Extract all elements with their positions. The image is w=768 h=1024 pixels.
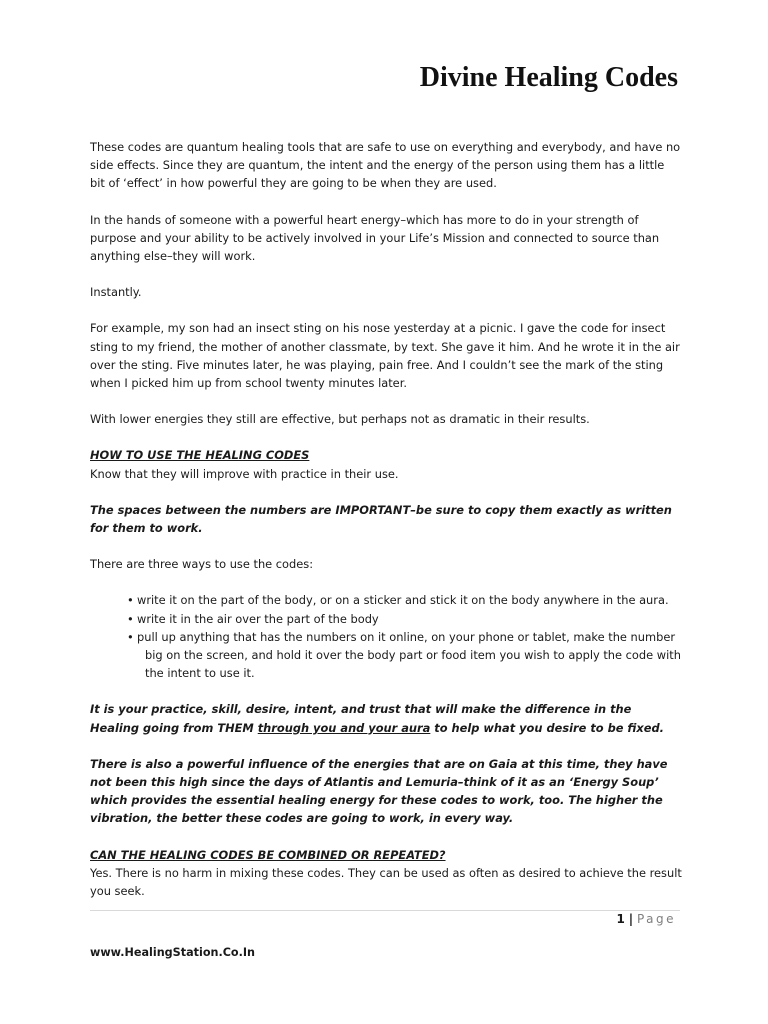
list-item-text: write it on the part of the body, or on a sticker and stick it on the body anywhere in the aura.: [137, 593, 669, 608]
combined-text: Yes. There is no harm in mixing these codes. They can be used as often as desired to achieve the result you seek.: [90, 865, 682, 899]
page-number: 1: [616, 912, 625, 926]
how-to-heading: HOW TO USE THE HEALING CODES: [90, 448, 310, 463]
paragraph-example: For example, my son had an insect sting on his nose yesterday at a picnic. I gave the code for insect sting to my friend, the mother of another classmate, by text. She gave it him. And he wrote it in the air over the sting. Five minutes later, he was playing, pain free. And I couldn’t see the mark of the sting when I picked him up from school twenty minutes later.: [90, 321, 680, 391]
list-item: [127, 591, 682, 609]
bullet-marker: •: [127, 611, 134, 626]
bullet-marker: •: [127, 593, 134, 608]
website-url: www.HealingStation.Co.In: [90, 946, 255, 959]
practice-text-before: It is your practice, skill, desire, intent, and trust that will make the difference in the Healing going from THEM: [90, 702, 632, 735]
gaia-paragraph: There is also a powerful influence of the energies that are on Gaia at this time, they have not been this high since the days of Atlantis and Lemuria–think of it as an ‘Energy Soup’ which provides the essential healing energy for these codes to work, too. The higher the vibration, the better these codes are going to work, in every way.: [90, 756, 668, 826]
ways-list: [90, 591, 682, 682]
page-separator: |: [628, 912, 634, 926]
list-item: [127, 610, 682, 628]
list-item-text: write it in the air over the part of the body: [137, 611, 379, 626]
paragraph-instantly: Instantly.: [90, 285, 142, 300]
paragraph-lower-energies: With lower energies they still are effective, but perhaps not as dramatic in their results.: [90, 412, 590, 427]
footer-divider: [90, 910, 680, 911]
bullet-marker: •: [127, 629, 134, 644]
three-ways-intro: There are three ways to use the codes:: [90, 557, 314, 572]
how-to-text: Know that they will improve with practice in their use.: [90, 466, 399, 481]
paragraph-intro: These codes are quantum healing tools that are safe to use on everything and everybody, and have no side effects. Since they are quantum, the intent and the energy of the person using them has a little bit of ‘effect’ in how powerful they are going to be when they are used.: [90, 140, 681, 191]
paragraph-hands: In the hands of someone with a powerful heart energy–which has more to do in your strength of purpose and your ability to be actively involved in your Life’s Mission and connected to source than anything else–they will work.: [90, 212, 660, 264]
document-title: Divine Healing Codes: [419, 62, 678, 93]
list-item: [127, 628, 682, 683]
page-number-footer: [617, 912, 676, 926]
practice-paragraph: [90, 700, 682, 736]
practice-underlined-text: through you and your aura: [257, 720, 431, 735]
spaces-note: The spaces between the numbers are IMPORTANT–be sure to copy them exactly as written for them to work.: [90, 502, 672, 536]
combined-heading: CAN THE HEALING CODES BE COMBINED OR REPEATED?: [90, 847, 446, 862]
document-body: [90, 138, 682, 900]
page-label: Page: [636, 912, 676, 926]
list-item-continuation: big on the screen, and hold it over the body part or food item you wish to apply the code with the intent to use it.: [145, 648, 681, 681]
list-item-text: pull up anything that has the numbers on it online, on your phone or tablet, make the number: [137, 629, 676, 644]
practice-text-after: to help what you desire to be fixed.: [430, 720, 664, 735]
